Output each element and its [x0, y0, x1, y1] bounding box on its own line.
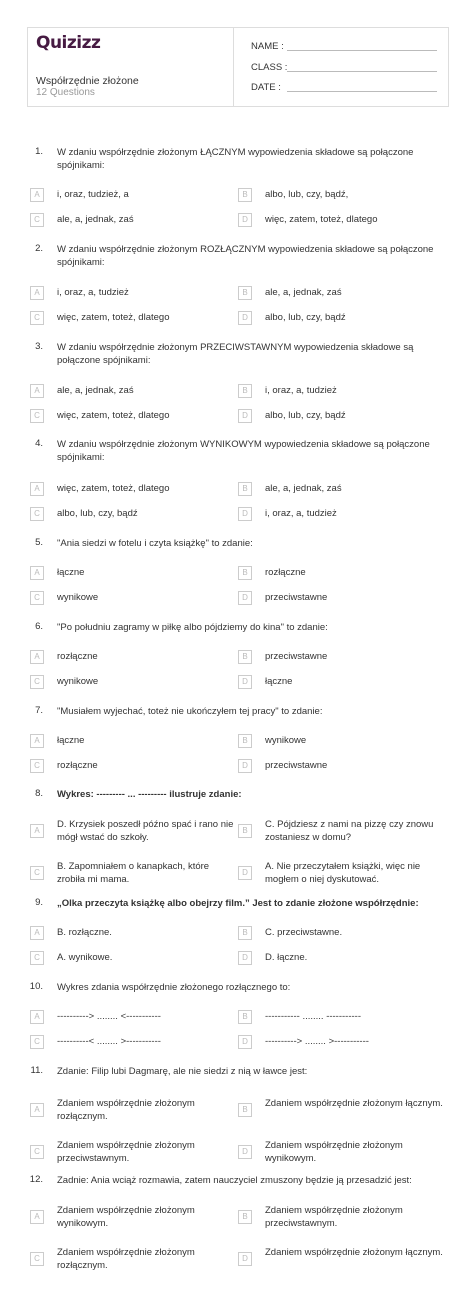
option-letter-box[interactable]: A	[30, 926, 44, 940]
option-letter-box[interactable]: D	[238, 759, 252, 773]
option-text: więc, zatem, toteż, dlatego	[57, 312, 170, 323]
question-number: 11.	[30, 1065, 43, 1076]
question-number: 5.	[35, 537, 43, 548]
class-label: CLASS :	[251, 62, 288, 73]
option-letter-box[interactable]: C	[30, 311, 44, 325]
option-text: więc, zatem, toteż, dlatego	[265, 214, 378, 225]
question-number: 2.	[35, 243, 43, 254]
option-text: Zdaniem współrzędnie złożonym rozłącznym.	[57, 1247, 195, 1271]
option-text: ale, a, jednak, zaś	[265, 287, 342, 298]
option-text: Zdaniem współrzędnie złożonym przeciwstawnym.	[265, 1205, 403, 1229]
option-text: B. Zapomniałem o kanapkach, które zrobiła mi mama.	[57, 861, 210, 885]
option-letter-box[interactable]: D	[238, 591, 252, 605]
question-text: Wykres zdania współrzędnie złożonego rozłącznego to:	[57, 982, 291, 993]
option-text: B. rozłączne.	[57, 927, 112, 938]
name-label: NAME :	[251, 41, 284, 52]
option-text: i, oraz, a, tudzież	[57, 287, 129, 298]
option-letter-box[interactable]: C	[30, 951, 44, 965]
question-number: 4.	[35, 438, 43, 449]
option-letter-box[interactable]: A	[30, 1010, 44, 1024]
option-text: ale, a, jednak, zaś	[57, 385, 134, 396]
option-text: albo, lub, czy, bądź,	[265, 189, 349, 200]
option-text: i, oraz, a, tudzież	[265, 508, 337, 519]
option-letter-box[interactable]: B	[238, 286, 252, 300]
question-text: "Ania siedzi w fotelu i czyta książkę" to zdanie:	[57, 538, 253, 549]
question-text: „Olka przeczyta książkę albo obejrzy film.” Jest to zdanie złożone współrzędnie:	[57, 898, 419, 909]
name-line	[287, 50, 437, 51]
option-letter-box[interactable]: A	[30, 482, 44, 496]
option-letter-box[interactable]: C	[30, 759, 44, 773]
option-letter-box[interactable]: B	[238, 384, 252, 398]
option-letter-box[interactable]: B	[238, 1210, 252, 1224]
option-letter-box[interactable]: B	[238, 482, 252, 496]
question-text: Zdanie: Filip lubi Dagmarę, ale nie siedzi z nią w ławce jest:	[57, 1066, 308, 1077]
option-text: Zdaniem współrzędnie złożonym wynikowym.	[57, 1205, 195, 1229]
option-text: D. Krzysiek poszedł późno spać i rano nie mógł wstać do szkoły.	[57, 819, 234, 843]
question-text: Wykres: --------- ... --------- ilustruje zdanie:	[57, 789, 242, 800]
option-text: Zdaniem współrzędnie złożonym łącznym.	[265, 1247, 443, 1258]
option-letter-box[interactable]: B	[238, 188, 252, 202]
option-letter-box[interactable]: B	[238, 1010, 252, 1024]
option-text: D. łączne.	[265, 952, 308, 963]
option-letter-box[interactable]: C	[30, 675, 44, 689]
option-letter-box[interactable]: D	[238, 409, 252, 423]
option-letter-box[interactable]: D	[238, 507, 252, 521]
option-text: albo, lub, czy, bądź	[265, 312, 346, 323]
option-letter-box[interactable]: D	[238, 866, 252, 880]
option-letter-box[interactable]: B	[238, 824, 252, 838]
option-letter-box[interactable]: D	[238, 213, 252, 227]
question-number: 10.	[29, 981, 43, 992]
option-text: Zdaniem współrzędnie złożonym rozłącznym.	[57, 1098, 195, 1122]
question-number: 1.	[35, 146, 43, 157]
option-text: łączne	[265, 676, 293, 687]
option-text: ale, a, jednak, zaś	[57, 214, 134, 225]
question-number: 9.	[35, 897, 43, 908]
question-number: 3.	[35, 341, 43, 352]
option-text: wynikowe	[265, 735, 307, 746]
question-number: 8.	[35, 788, 43, 799]
option-letter-box[interactable]: A	[30, 824, 44, 838]
name-field[interactable]	[251, 41, 284, 52]
option-text: przeciwstawne	[265, 651, 328, 662]
option-letter-box[interactable]: B	[238, 1103, 252, 1117]
option-text: ----------- ........ -----------	[265, 1011, 361, 1022]
option-text: wynikowe	[57, 676, 99, 687]
option-text: przeciwstawne	[265, 760, 328, 771]
option-letter-box[interactable]: C	[30, 866, 44, 880]
header-divider	[233, 28, 234, 106]
option-text: więc, zatem, toteż, dlatego	[57, 410, 170, 421]
option-text: ----------> ........ >-----------	[265, 1036, 369, 1047]
question-number: 6.	[35, 621, 43, 632]
option-text: rozłączne	[265, 567, 306, 578]
option-text: rozłączne	[57, 760, 98, 771]
worksheet-header	[27, 27, 449, 107]
question-text: "Musiałem wyjechać, toteż nie ukończyłem tej pracy" to zdanie:	[57, 706, 323, 717]
option-letter-box[interactable]: D	[238, 951, 252, 965]
option-letter-box[interactable]: B	[238, 926, 252, 940]
option-text: A. wynikowe.	[57, 952, 113, 963]
option-text: albo, lub, czy, bądź	[57, 508, 138, 519]
option-text: ----------> ........ <-----------	[57, 1011, 161, 1022]
option-text: ale, a, jednak, zaś	[265, 483, 342, 494]
option-letter-box[interactable]: B	[238, 650, 252, 664]
option-letter-box[interactable]: A	[30, 650, 44, 664]
option-letter-box[interactable]: D	[238, 1035, 252, 1049]
option-text: łączne	[57, 735, 85, 746]
option-letter-box[interactable]: C	[30, 1035, 44, 1049]
option-text: C. przeciwstawne.	[265, 927, 343, 938]
question-text: Zadnie: Ania wciąż rozmawia, zatem nauczyciel zmuszony będzie ją przesadzić jest:	[57, 1175, 412, 1186]
option-text: Zdaniem współrzędnie złożonym przeciwstawnym.	[57, 1140, 195, 1164]
option-letter-box[interactable]: C	[30, 591, 44, 605]
option-text: ----------< ........ >-----------	[57, 1036, 161, 1047]
date-line	[287, 91, 437, 92]
class-line	[287, 71, 437, 72]
date-label: DATE :	[251, 82, 281, 93]
option-text: wynikowe	[57, 592, 99, 603]
question-text: W zdaniu współrzędnie złożonym ŁĄCZNYM wypowiedzenia składowe są połączone spójnikami:	[57, 147, 414, 171]
option-letter-box[interactable]: D	[238, 1252, 252, 1266]
option-text: przeciwstawne	[265, 592, 328, 603]
option-letter-box[interactable]: C	[30, 1252, 44, 1266]
worksheet-title: Współrzędnie złożone	[36, 75, 139, 87]
question-count: 12 Questions	[36, 87, 95, 98]
question-number: 7.	[35, 705, 43, 716]
option-letter-box[interactable]: C	[30, 213, 44, 227]
question-text: "Po południu zagramy w piłkę albo pójdziemy do kina" to zdanie:	[57, 622, 328, 633]
date-field[interactable]	[251, 82, 281, 93]
option-letter-box[interactable]: C	[30, 507, 44, 521]
option-letter-box[interactable]: A	[30, 188, 44, 202]
option-letter-box[interactable]: A	[30, 1210, 44, 1224]
option-text: i, oraz, tudzież, a	[57, 189, 129, 200]
option-letter-box[interactable]: A	[30, 384, 44, 398]
question-text: W zdaniu współrzędnie złożonym PRZECIWSTAWNYM wypowiedzenia składowe są połączone spójnikami:	[57, 342, 414, 366]
quizizz-logo: Quizizz	[36, 33, 101, 53]
option-letter-box[interactable]: A	[30, 286, 44, 300]
option-text: A. Nie przeczytałem książki, więc nie mogłem o niej dyskutować.	[265, 861, 421, 885]
option-letter-box[interactable]: C	[30, 1145, 44, 1159]
option-letter-box[interactable]: D	[238, 1145, 252, 1159]
question-text: W zdaniu współrzędnie złożonym ROZŁĄCZNYM wypowiedzenia składowe są połączone spójnikami:	[57, 244, 434, 268]
option-letter-box[interactable]: D	[238, 311, 252, 325]
option-letter-box[interactable]: B	[238, 566, 252, 580]
option-text: i, oraz, a, tudzież	[265, 385, 337, 396]
option-text: łączne	[57, 567, 85, 578]
option-letter-box[interactable]: A	[30, 734, 44, 748]
option-text: więc, zatem, toteż, dlatego	[57, 483, 170, 494]
option-letter-box[interactable]: A	[30, 1103, 44, 1117]
option-text: Zdaniem współrzędnie złożonym wynikowym.	[265, 1140, 403, 1164]
question-text: W zdaniu współrzędnie złożonym WYNIKOWYM wypowiedzenia składowe są połączone spójnikami:	[57, 439, 430, 463]
option-letter-box[interactable]: A	[30, 566, 44, 580]
question-number: 12.	[29, 1174, 43, 1185]
option-letter-box[interactable]: D	[238, 675, 252, 689]
option-text: C. Pójdziesz z nami na pizzę czy znowu zostaniesz w domu?	[265, 819, 434, 843]
option-text: rozłączne	[57, 651, 98, 662]
option-letter-box[interactable]: C	[30, 409, 44, 423]
option-text: Zdaniem współrzędnie złożonym łącznym.	[265, 1098, 443, 1109]
option-text: albo, lub, czy, bądź	[265, 410, 346, 421]
class-field[interactable]	[251, 62, 287, 73]
option-letter-box[interactable]: B	[238, 734, 252, 748]
